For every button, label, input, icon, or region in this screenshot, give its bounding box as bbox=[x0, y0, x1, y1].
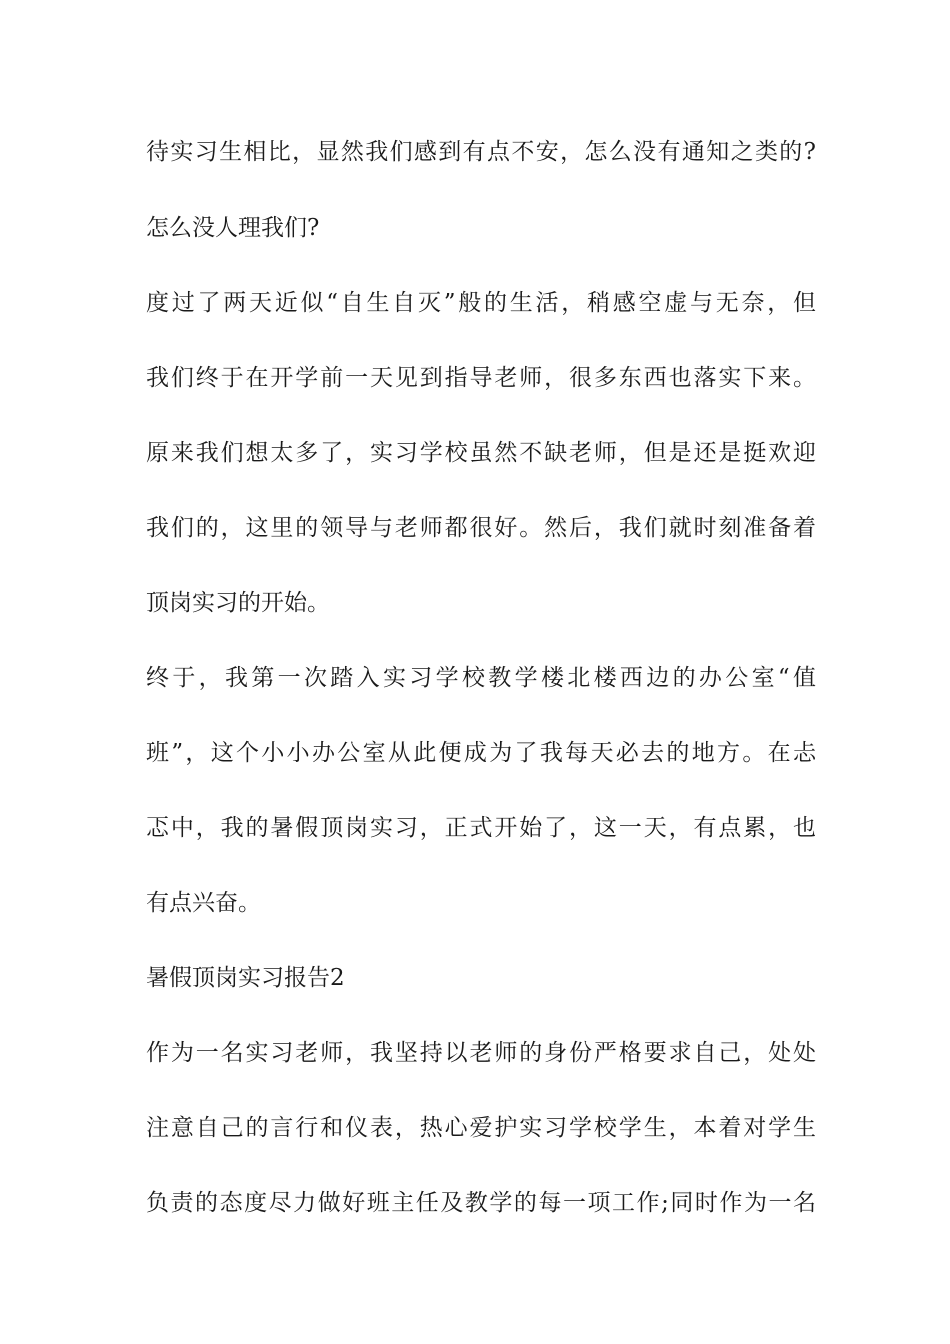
text-line: 度过了两天近似“自生自灭”般的生活，稍感空虚与无奈，但 bbox=[146, 290, 816, 316]
text-line: 怎么没人理我们? bbox=[146, 215, 320, 241]
text-line: 忑中，我的暑假顶岗实习，正式开始了，这一天，有点累，也 bbox=[146, 815, 816, 841]
text-line: 顶岗实习的开始。 bbox=[146, 590, 330, 616]
text-line: 班”，这个小小办公室从此便成为了我每天必去的地方。在忐 bbox=[146, 740, 816, 766]
text-line: 注意自己的言行和仪表，热心爱护实习学校学生，本着对学生 bbox=[146, 1115, 816, 1141]
text-line: 终于，我第一次踏入实习学校教学楼北楼西边的办公室“值 bbox=[146, 665, 816, 691]
text-line: 有点兴奋。 bbox=[146, 890, 261, 916]
text-line: 作为一名实习老师，我坚持以老师的身份严格要求自己，处处 bbox=[146, 1040, 816, 1066]
text-line: 原来我们想太多了，实习学校虽然不缺老师，但是还是挺欢迎 bbox=[146, 440, 816, 466]
text-line: 待实习生相比，显然我们感到有点不安，怎么没有通知之类的? bbox=[146, 139, 816, 165]
text-line: 我们的，这里的领导与老师都很好。然后，我们就时刻准备着 bbox=[146, 515, 816, 541]
text-line: 我们终于在开学前一天见到指导老师，很多东西也落实下来。 bbox=[146, 365, 816, 391]
section-heading: 暑假顶岗实习报告2 bbox=[146, 965, 345, 991]
text-line: 负责的态度尽力做好班主任及教学的每一项工作;同时作为一名 bbox=[146, 1190, 816, 1216]
